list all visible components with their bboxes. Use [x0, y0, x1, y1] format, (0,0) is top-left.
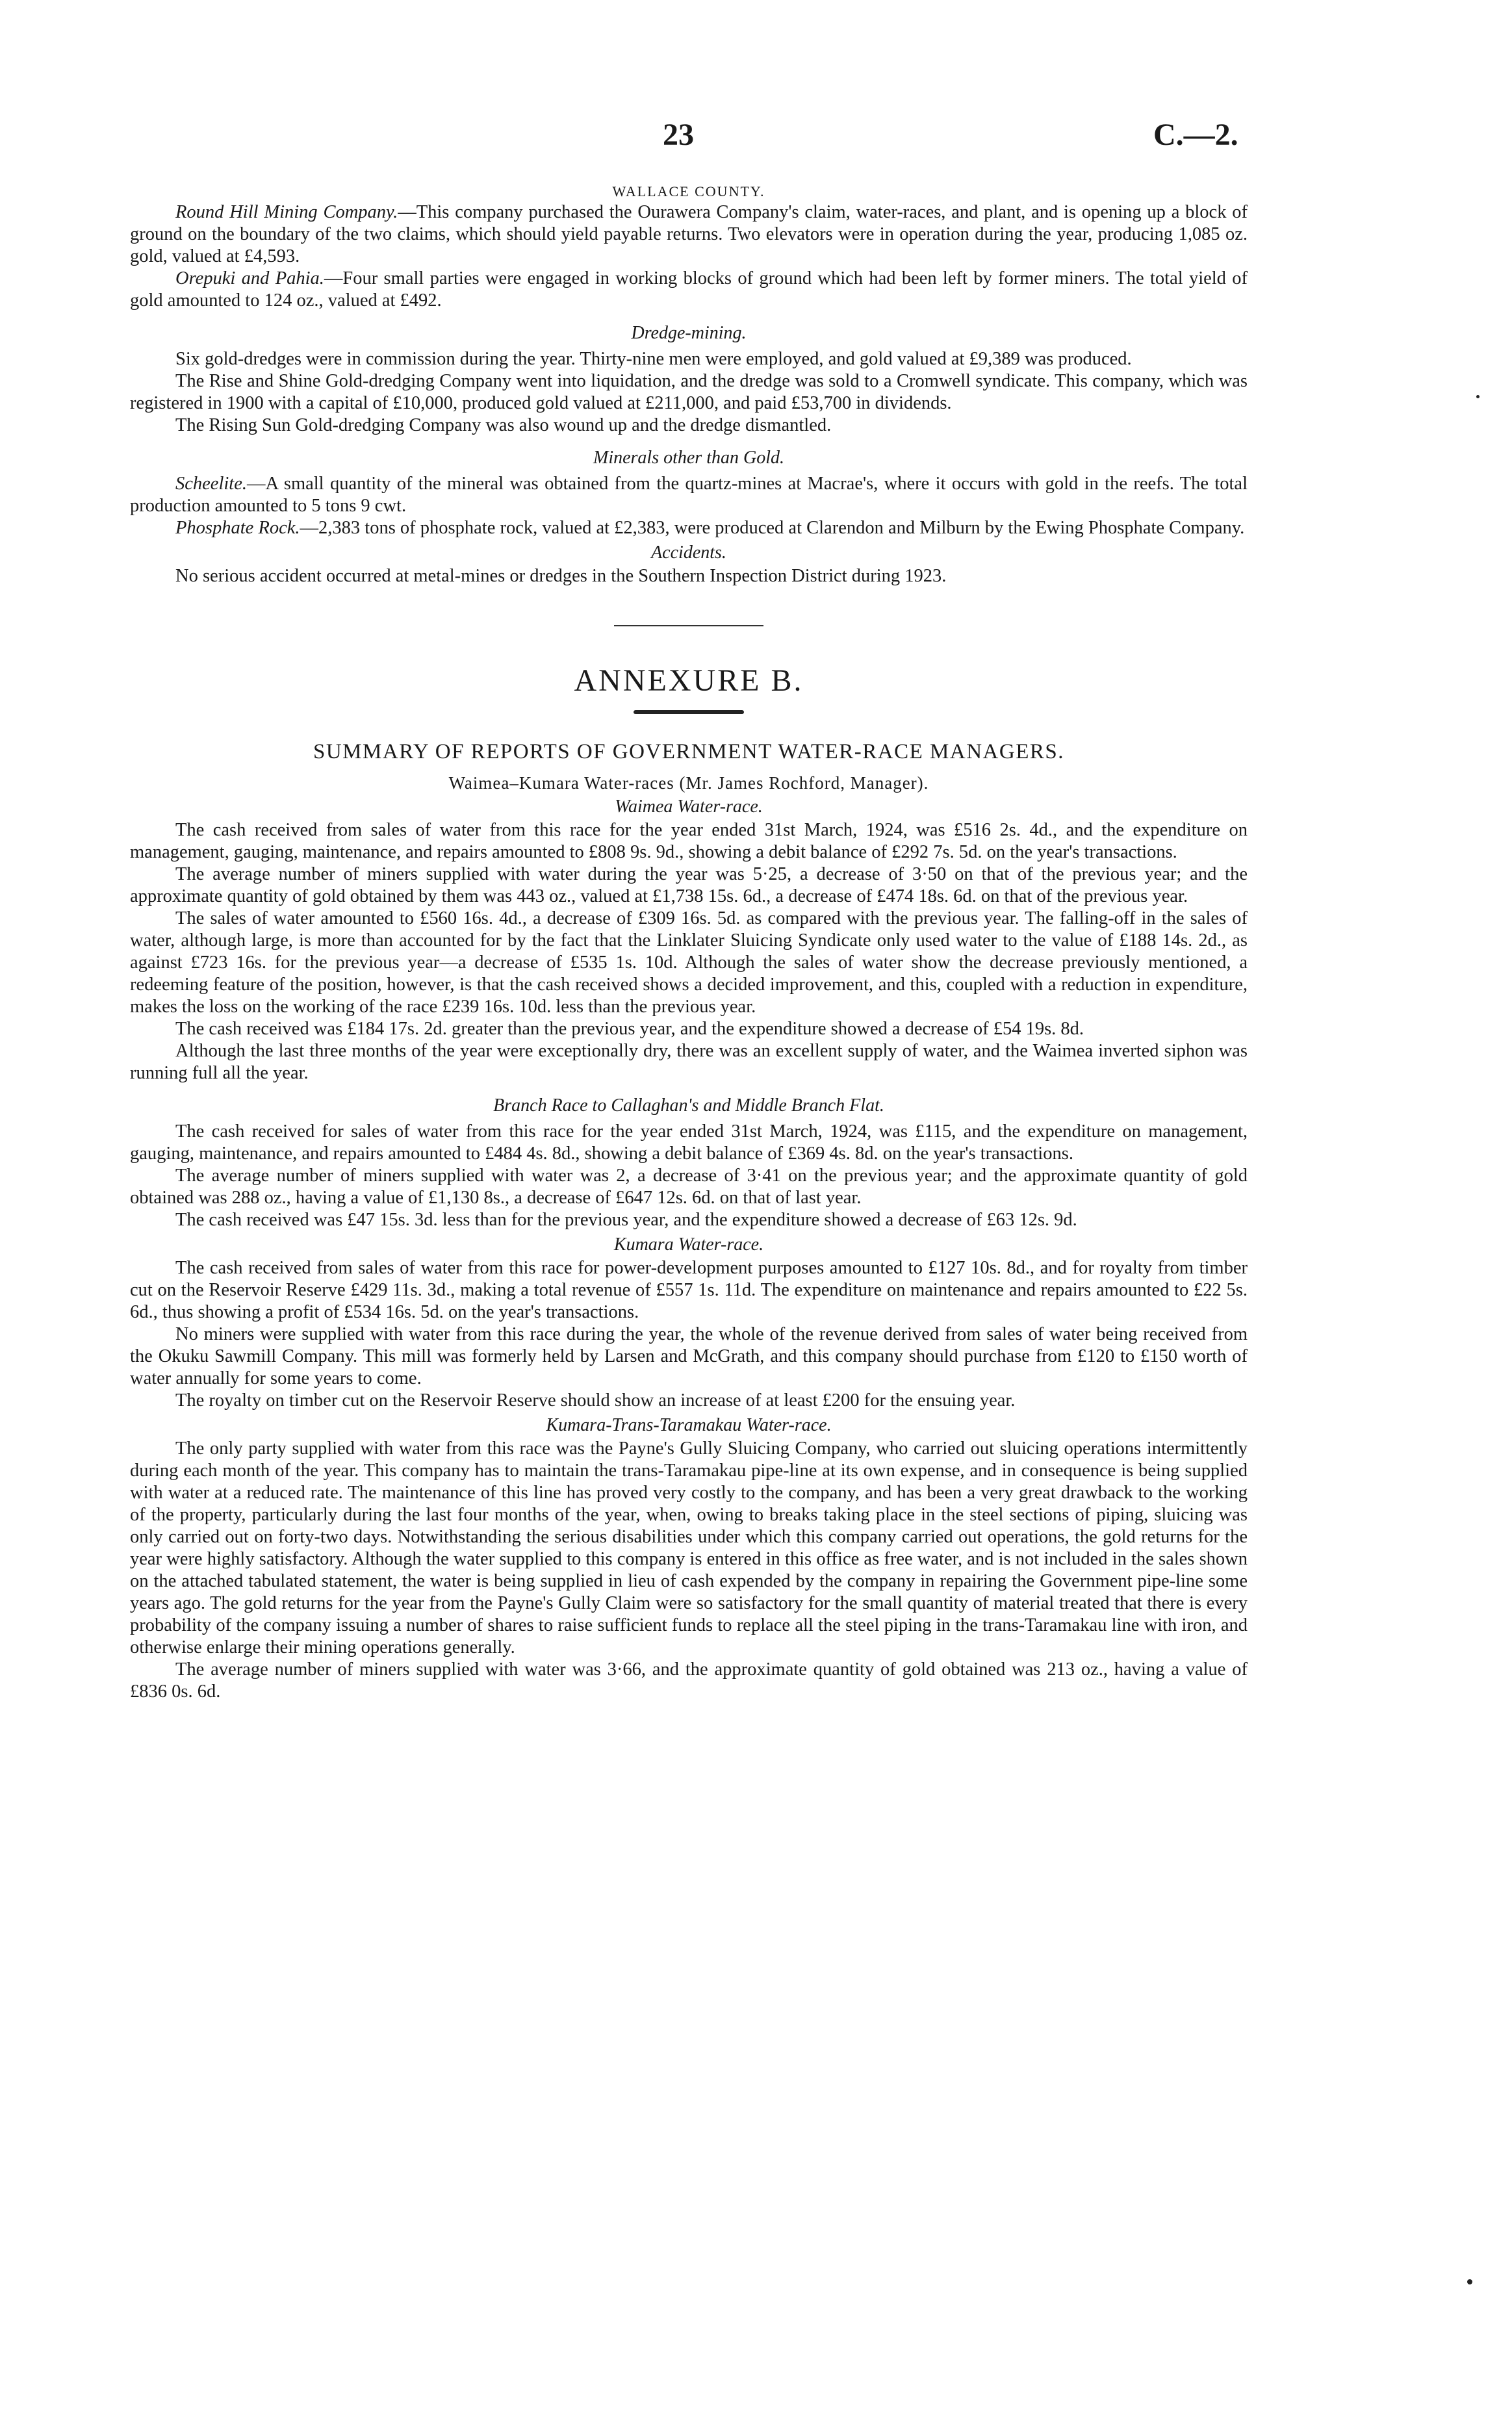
scheelite-lead: Scheelite.	[175, 474, 247, 494]
waimea-paragraph-4: The cash received was £184 17s. 2d. greater than the previous year, and the expenditure showed a decrease of £54 19s. 8d.	[175, 1019, 1084, 1039]
branch-paragraph-3: The cash received was £47 15s. 3d. less than for the previous year, and the expenditure showed a decrease of £63 12s. 9d.	[175, 1210, 1077, 1230]
annexure-rule	[634, 710, 744, 714]
orepuki-paragraph	[130, 268, 1248, 312]
branch-heading: Branch Race to Callaghan's and Middle Branch Flat.	[493, 1095, 884, 1116]
branch-paragraph-2: The average number of miners supplied with water was 2, a decrease of 3·41 on the previous year; and the approximate quantity of gold obtained was 288 oz., having a value of £1,130 8s., a decrease of £647 12s. 6d. on that of last year.	[130, 1166, 1248, 1208]
trans-taramakau-heading: Kumara-Trans-Taramakau Water-race.	[546, 1415, 832, 1435]
annexure-title: ANNEXURE B.	[574, 663, 804, 698]
orepuki-text: —Four small parties were engaged in working blocks of ground which had been left by former miners. The total yield of gold amounted to 124 oz., valued at £492.	[130, 268, 1248, 311]
branch-paragraph-1: The cash received for sales of water from this race for the year ended 31st March, 1924, was £115, and the expenditure on management, gauging, maintenance, and repairs amounted to £484 4s. 8d., showing a debit balance of £369 4s. 8d. on the year's transactions.	[130, 1121, 1248, 1164]
dredge-paragraph-2: The Rise and Shine Gold-dredging Company went into liquidation, and the dredge was sold to a Cromwell syndicate. This company, which was registered in 1900 with a capital of £10,000, produced gold valued at £211,000, and paid £53,700 in dividends.	[130, 371, 1248, 413]
round-hill-lead: Round Hill Mining Company.	[175, 202, 398, 222]
phosphate-paragraph	[130, 517, 1248, 539]
accidents-heading: Accidents.	[651, 543, 726, 563]
summary-title: SUMMARY OF REPORTS OF GOVERNMENT WATER-RACE MANAGERS.	[313, 740, 1064, 763]
waimea-paragraph-5: Although the last three months of the year were exceptionally dry, there was an excellent supply of water, and the Waimea inverted siphon was running full all the year.	[130, 1041, 1248, 1083]
section-divider	[614, 625, 763, 626]
orepuki-lead: Orepuki and Pahia.	[175, 268, 324, 288]
waimea-paragraph-2: The average number of miners supplied with water during the year was 5·25, a decrease of 3·50 on that of the previous year; and the approximate quantity of gold obtained by them was 443 oz., valued at £1,738 15s. 6d., a decrease of £474 18s. 6d. on that of the previous year.	[130, 864, 1248, 906]
dredge-mining-heading: Dredge-mining.	[631, 323, 747, 343]
wallace-county-heading: WALLACE COUNTY.	[612, 183, 765, 199]
waimea-paragraph-1: The cash received from sales of water from this race for the year ended 31st March, 1924, was £516 2s. 4d., and the expenditure on management, gauging, maintenance, and repairs amounted to £808 9s. 9d., showing a debit balance of £292 7s. 5d. on the year's transactions.	[130, 820, 1248, 862]
round-hill-paragraph	[130, 201, 1248, 268]
races-heading: Waimea–Kumara Water-races (Mr. James Rochford, Manager).	[448, 773, 929, 793]
kumara-paragraph-1: The cash received from sales of water from this race for power-development purposes amounted to £127 10s. 8d., and for royalty from timber cut on the Reservoir Reserve £429 11s. 3d., making a total revenue of £557 1s. 11d. The expenditure on maintenance and repairs amounted to £22 5s. 6d., thus showing a profit of £534 16s. 5d. on the year's transactions.	[130, 1258, 1248, 1322]
kumara-paragraph-2: No miners were supplied with water from this race during the year, the whole of the revenue derived from sales of water being received from the Okuku Sawmill Company. This mill was formerly held by Larsen and McGrath, and this company should purchase from £120 to £150 worth of water annually for some years to come.	[130, 1324, 1248, 1388]
kumara-paragraph-3: The royalty on timber cut on the Reservoir Reserve should show an increase of at least £200 for the ensuing year.	[175, 1390, 1016, 1411]
scheelite-text: —A small quantity of the mineral was obtained from the quartz-mines at Macrae's, where it occurs with gold in the reefs. The total production amounted to 5 tons 9 cwt.	[130, 474, 1248, 516]
dredge-paragraph-1: Six gold-dredges were in commission during the year. Thirty-nine men were employed, and gold valued at £9,389 was produced.	[175, 349, 1132, 369]
page-number: 23	[663, 118, 694, 152]
phosphate-lead: Phosphate Rock.	[175, 518, 300, 538]
trans-paragraph-1: The only party supplied with water from this race was the Payne's Gully Sluicing Company, who carried out sluicing operations intermittently during each month of the year. This company has to maintain the trans-Taramakau pipe-line at its own expense, and in consequence is being supplied with water at a reduced rate. The maintenance of this line has proved very costly to the company, and has been a very great drawback to the working of the property, particularly during the last four months of the year, when, owing to breaks taking place in the steel sections of piping, sluicing was only carried out on forty-two days. Notwithstanding the serious disabilities under which this company carried out operations, the gold returns for the year were highly satisfactory. Although the water supplied to this company is entered in this office as free water, and is not included in the sales shown on the attached tabulated statement, the water is being supplied in lieu of cash expended by the company in repairing the Government pipe-line some years ago. The gold returns for the year from the Payne's Gully Claim were so satisfactory for the small quantity of material treated that there is every probability of the company issuing a number of shares to raise sufficient funds to replace all the steel piping in the trans-Taramakau line with iron, and otherwise enlarge their mining operations generally.	[130, 1439, 1248, 1657]
trans-paragraph-2: The average number of miners supplied with water was 3·66, and the approximate quantity of gold obtained was 213 oz., having a value of £836 0s. 6d.	[130, 1659, 1248, 1702]
page-content	[130, 183, 1248, 1703]
document-reference: C.—2.	[1153, 118, 1238, 152]
scan-speck-bottom	[1467, 2279, 1472, 2284]
minerals-heading: Minerals other than Gold.	[593, 448, 784, 468]
dredge-paragraph-3: The Rising Sun Gold-dredging Company was also wound up and the dredge dismantled.	[175, 415, 832, 435]
kumara-heading: Kumara Water-race.	[613, 1234, 764, 1255]
round-hill-text: —This company purchased the Ourawera Company's claim, water-races, and plant, and is opening up a block of ground on the boundary of the two claims, which should yield payable returns. Two elevators were in operation during the year, producing 1,085 oz. gold, valued at £4,593.	[130, 202, 1248, 266]
phosphate-text: —2,383 tons of phosphate rock, valued at £2,383, were produced at Clarendon and Milburn by the Ewing Phosphate Company.	[300, 518, 1245, 538]
waimea-heading: Waimea Water-race.	[615, 797, 763, 817]
scan-speck-right	[1476, 395, 1480, 398]
scheelite-paragraph	[130, 473, 1248, 517]
waimea-paragraph-3: The sales of water amounted to £560 16s. 4d., a decrease of £309 16s. 5d. as compared with the previous year. The falling-off in the sales of water, although large, is more than accounted for by the fact that the Linklater Sluicing Syndicate only used water to the value of £188 14s. 2d., as against £723 16s. for the previous year—a decrease of £535 1s. 10d. Although the sales of water show the decrease previously mentioned, a redeeming feature of the position, however, is that the cash received shows a decided improvement, and this, coupled with a reduction in expenditure, makes the loss on the working of the race £239 16s. 10d. less than the previous year.	[130, 908, 1248, 1017]
accidents-paragraph: No serious accident occurred at metal-mines or dredges in the Southern Inspection District during 1923.	[175, 566, 947, 586]
